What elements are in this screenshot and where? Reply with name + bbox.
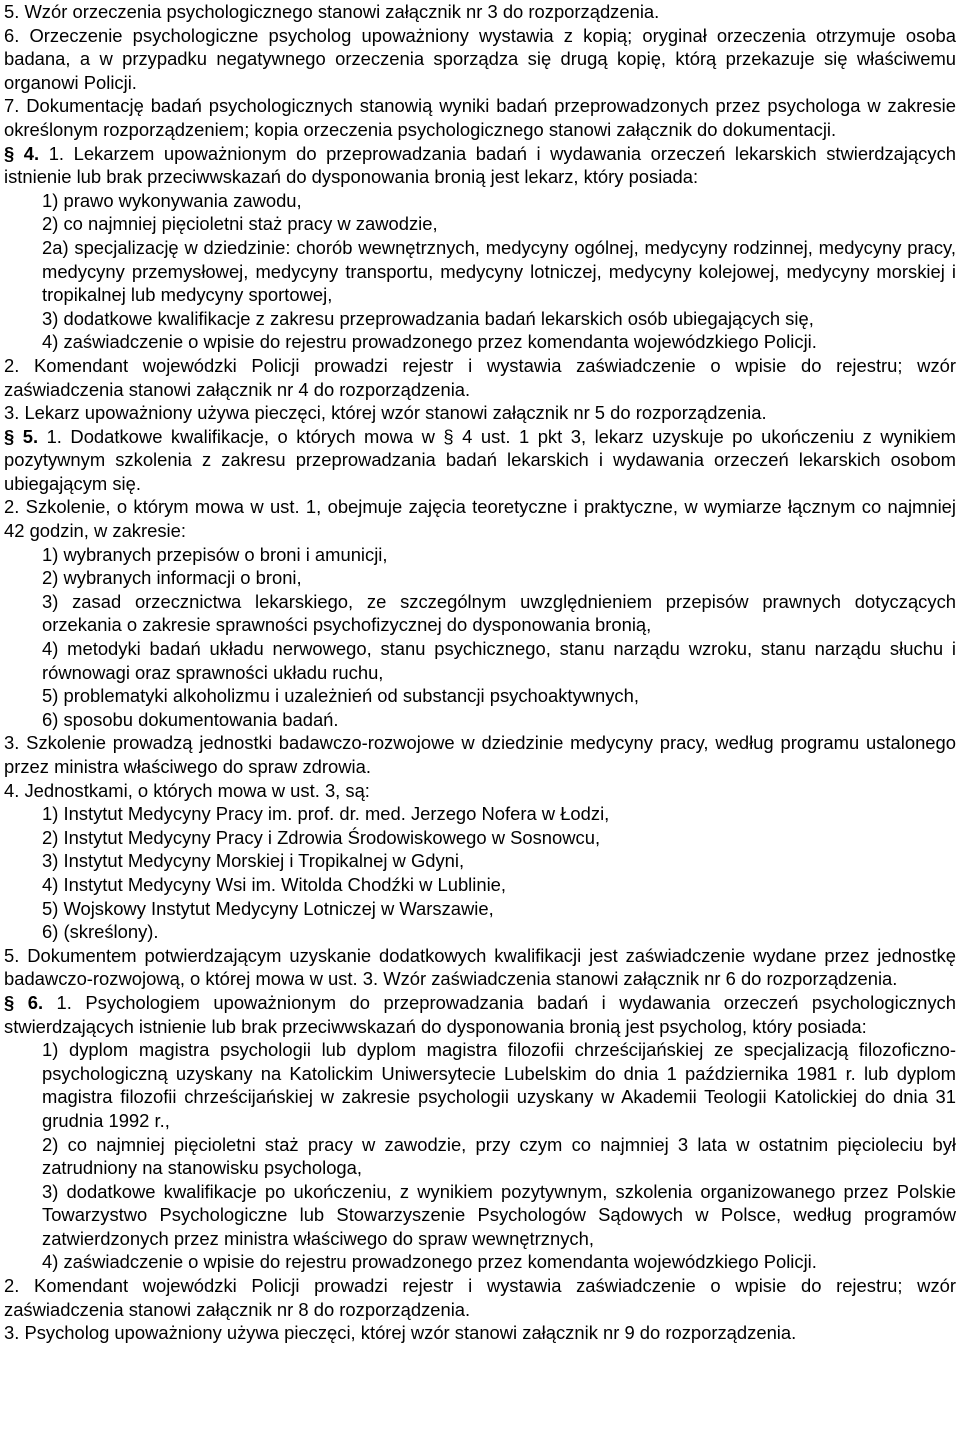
list-item	[4, 708, 956, 732]
paragraph	[4, 94, 956, 141]
list-item	[4, 566, 956, 590]
list-item	[4, 189, 956, 213]
section-paragraph	[4, 142, 956, 189]
paragraph-text: 2. Komendant wojewódzki Policji prowadzi rejestr i wystawia zaświadczenie o wpisie do rejestru; wzór zaświadczenia stanowi załącznik nr 8 do rozporządzenia.	[4, 1275, 956, 1320]
section-paragraph	[4, 991, 956, 1038]
paragraph-text: 4) zaświadczenie o wpisie do rejestru prowadzonego przez komendanta wojewódzkiego Policji.	[42, 331, 817, 353]
paragraph-text: 5. Dokumentem potwierdzającym uzyskanie dodatkowych kwalifikacji jest zaświadczenie wydane przez jednostkę badawczo-rozwojową, o której mowa w ust. 3. Wzór zaświadczenia stanowi załącznik nr 6 do rozporządzenia.	[4, 944, 956, 990]
list-item	[4, 826, 956, 850]
paragraph-text: 5) Wojskowy Instytut Medycyny Lotniczej w Warszawie,	[42, 897, 494, 919]
paragraph-text: 2) wybranych informacji o broni,	[42, 567, 302, 589]
list-item	[4, 802, 956, 826]
list-item	[4, 849, 956, 873]
section-number: § 4.	[4, 142, 40, 164]
paragraph-text: 2. Szkolenie, o którym mowa w ust. 1, obejmuje zajęcia teoretyczne i praktyczne, w wymiarze łącznym co najmniej 42 godzin, w zakresie:	[4, 496, 956, 542]
paragraph-text: 2) Instytut Medycyny Pracy i Zdrowia Środowiskowego w Sosnowcu,	[42, 826, 601, 848]
paragraph	[4, 24, 956, 95]
paragraph-text: 7. Dokumentację badań psychologicznych stanowią wyniki badań przeprowadzonych przez psychologa w zakresie określonym rozporządzeniem; kopia orzeczenia psychologicznego stanowi załącznik do dokumentacji.	[4, 95, 956, 140]
paragraph-text: 2a) specjalizację w dziedzinie: chorób wewnętrznych, medycyny ogólnej, medycyny rodzinnej, medycyny pracy, medycyny przemysłowej, medycyny transportu, medycyny lotniczej, medycyny kolejowej, medycyny morskiej i tropikalnej lub medycyny sportowej,	[42, 236, 956, 306]
paragraph-text: 2) co najmniej pięcioletni staż pracy w zawodzie,	[42, 213, 438, 235]
list-item	[4, 212, 956, 236]
paragraph-text: 3. Szkolenie prowadzą jednostki badawczo-rozwojowe w dziedzinie medycyny pracy, według programu ustalonego przez ministra właściwego do spraw zdrowia.	[4, 732, 956, 777]
list-item	[4, 920, 956, 944]
paragraph	[4, 731, 956, 778]
paragraph-text: 2. Komendant wojewódzki Policji prowadzi rejestr i wystawia zaświadczenie o wpisie do rejestru; wzór zaświadczenia stanowi załącznik nr 4 do rozporządzenia.	[4, 354, 956, 400]
list-item	[4, 1133, 956, 1180]
paragraph	[4, 495, 956, 542]
list-item	[4, 543, 956, 567]
list-item	[4, 684, 956, 708]
paragraph-text: 5. Wzór orzeczenia psychologicznego stanowi załącznik nr 3 do rozporządzenia.	[4, 1, 660, 22]
list-item	[4, 1250, 956, 1274]
paragraph	[4, 944, 956, 991]
paragraph	[4, 1321, 956, 1345]
paragraph-text: 6. Orzeczenie psychologiczne psycholog upoważniony wystawia z kopią; oryginał orzeczenia otrzymuje osoba badana, a w przypadku negatywnego orzeczenia sporządza się drugą kopię, którą przekazuje się właściwemu organowi Policji.	[4, 24, 956, 93]
list-item	[4, 307, 956, 331]
paragraph-text: 1) wybranych przepisów o broni i amunicji,	[42, 543, 388, 565]
section-number: § 6.	[4, 991, 44, 1013]
list-item	[4, 590, 956, 637]
paragraph	[4, 779, 956, 803]
list-item	[4, 236, 956, 307]
paragraph	[4, 401, 956, 425]
paragraph-text: 5) problematyki alkoholizmu i uzależnień od substancji psychoaktywnych,	[42, 685, 639, 707]
paragraph-text: 3) dodatkowe kwalifikacje po ukończeniu, z wynikiem pozytywnym, szkolenia organizowanego przez Polskie Towarzystwo Psychologiczne lub Stowarzyszenie Psychologów Sądowych w Polsce, według programów zatwierdzonych przez ministra właściwego do spraw wewnętrznych,	[42, 1180, 956, 1249]
paragraph-text: 6) sposobu dokumentowania badań.	[42, 708, 339, 730]
paragraph	[4, 354, 956, 401]
paragraph-text: 6) (skreślony).	[42, 921, 159, 943]
paragraph-text: 1. Dodatkowe kwalifikacje, o których mowa w § 4 ust. 1 pkt 3, lekarz uzyskuje po ukończeniu z wynikiem pozytywnym szkolenia z zakresu przeprowadzania badań lekarskich i wydawania orzeczeń lekarskich osobom ubiegającym się.	[4, 425, 956, 494]
paragraph-text: 3) zasad orzecznictwa lekarskiego, ze szczególnym uwzględnieniem przepisów prawnych dotyczących orzekania o zakresie sprawności psychofizycznej do dysponowania bronią,	[42, 590, 956, 636]
paragraph-text: 4) Instytut Medycyny Wsi im. Witolda Chodźki w Lublinie,	[42, 873, 507, 895]
paragraph-text: 3) dodatkowe kwalifikacje z zakresu przeprowadzania badań lekarskich osób ubiegających się,	[42, 307, 814, 329]
paragraph-text: 3. Psycholog upoważniony używa pieczęci, której wzór stanowi załącznik nr 9 do rozporządzenia.	[4, 1322, 797, 1344]
list-item	[4, 330, 956, 354]
paragraph	[4, 1274, 956, 1321]
section-paragraph	[4, 425, 956, 496]
section-number: § 5.	[4, 425, 39, 447]
paragraph-text: 4. Jednostkami, o których mowa w ust. 3, są:	[4, 779, 370, 801]
list-item	[4, 1180, 956, 1251]
list-item	[4, 873, 956, 897]
paragraph-text: 4) zaświadczenie o wpisie do rejestru prowadzonego przez komendanta wojewódzkiego Policji.	[42, 1251, 817, 1273]
paragraph-text: 1) prawo wykonywania zawodu,	[42, 189, 302, 211]
paragraph-text: 3. Lekarz upoważniony używa pieczęci, której wzór stanowi załącznik nr 5 do rozporządzenia.	[4, 402, 767, 424]
paragraph-text: 1. Psychologiem upoważnionym do przeprowadzania badań i wydawania orzeczeń psychologicznych stwierdzających istnienie lub brak przeciwwskazań do dysponowania bronią jest psycholog, który posiada:	[4, 991, 956, 1037]
paragraph-text: 1. Lekarzem upoważnionym do przeprowadzania badań i wydawania orzeczeń lekarskich stwierdzających istnienie lub brak przeciwwskazań do dysponowania bronią jest lekarz, który posiada:	[4, 142, 956, 188]
paragraph-text: 2) co najmniej pięcioletni staż pracy w zawodzie, przy czym co najmniej 3 lata w ostatnim pięcioleciu był zatrudniony na stanowisku psychologa,	[42, 1133, 956, 1179]
paragraph-text: 1) dyplom magistra psychologii lub dyplom magistra filozofii chrześcijańskiej ze specjalizacją filozoficzno-psychologiczną uzyskany na Katolickim Uniwersytecie Lubelskim do dnia 1 października 1981 r. lub dyplom magistra filozofii chrześcijańskiej w zakresie psychologii uzyskany w Akademii Teologii Katolickiej do dnia 31 grudnia 1992 r.,	[42, 1039, 956, 1131]
paragraph-text: 3) Instytut Medycyny Morskiej i Tropikalnej w Gdyni,	[42, 850, 465, 872]
list-item	[4, 897, 956, 921]
paragraph-text: 4) metodyki badań układu nerwowego, stanu psychicznego, stanu narządu wzroku, stanu narządu słuchu i równowagi oraz sprawności układu ruchu,	[42, 638, 956, 683]
paragraph-text: 1) Instytut Medycyny Pracy im. prof. dr. med. Jerzego Nofera w Łodzi,	[42, 803, 610, 825]
list-item	[4, 1038, 956, 1132]
list-item	[4, 637, 956, 684]
paragraph	[4, 0, 956, 24]
